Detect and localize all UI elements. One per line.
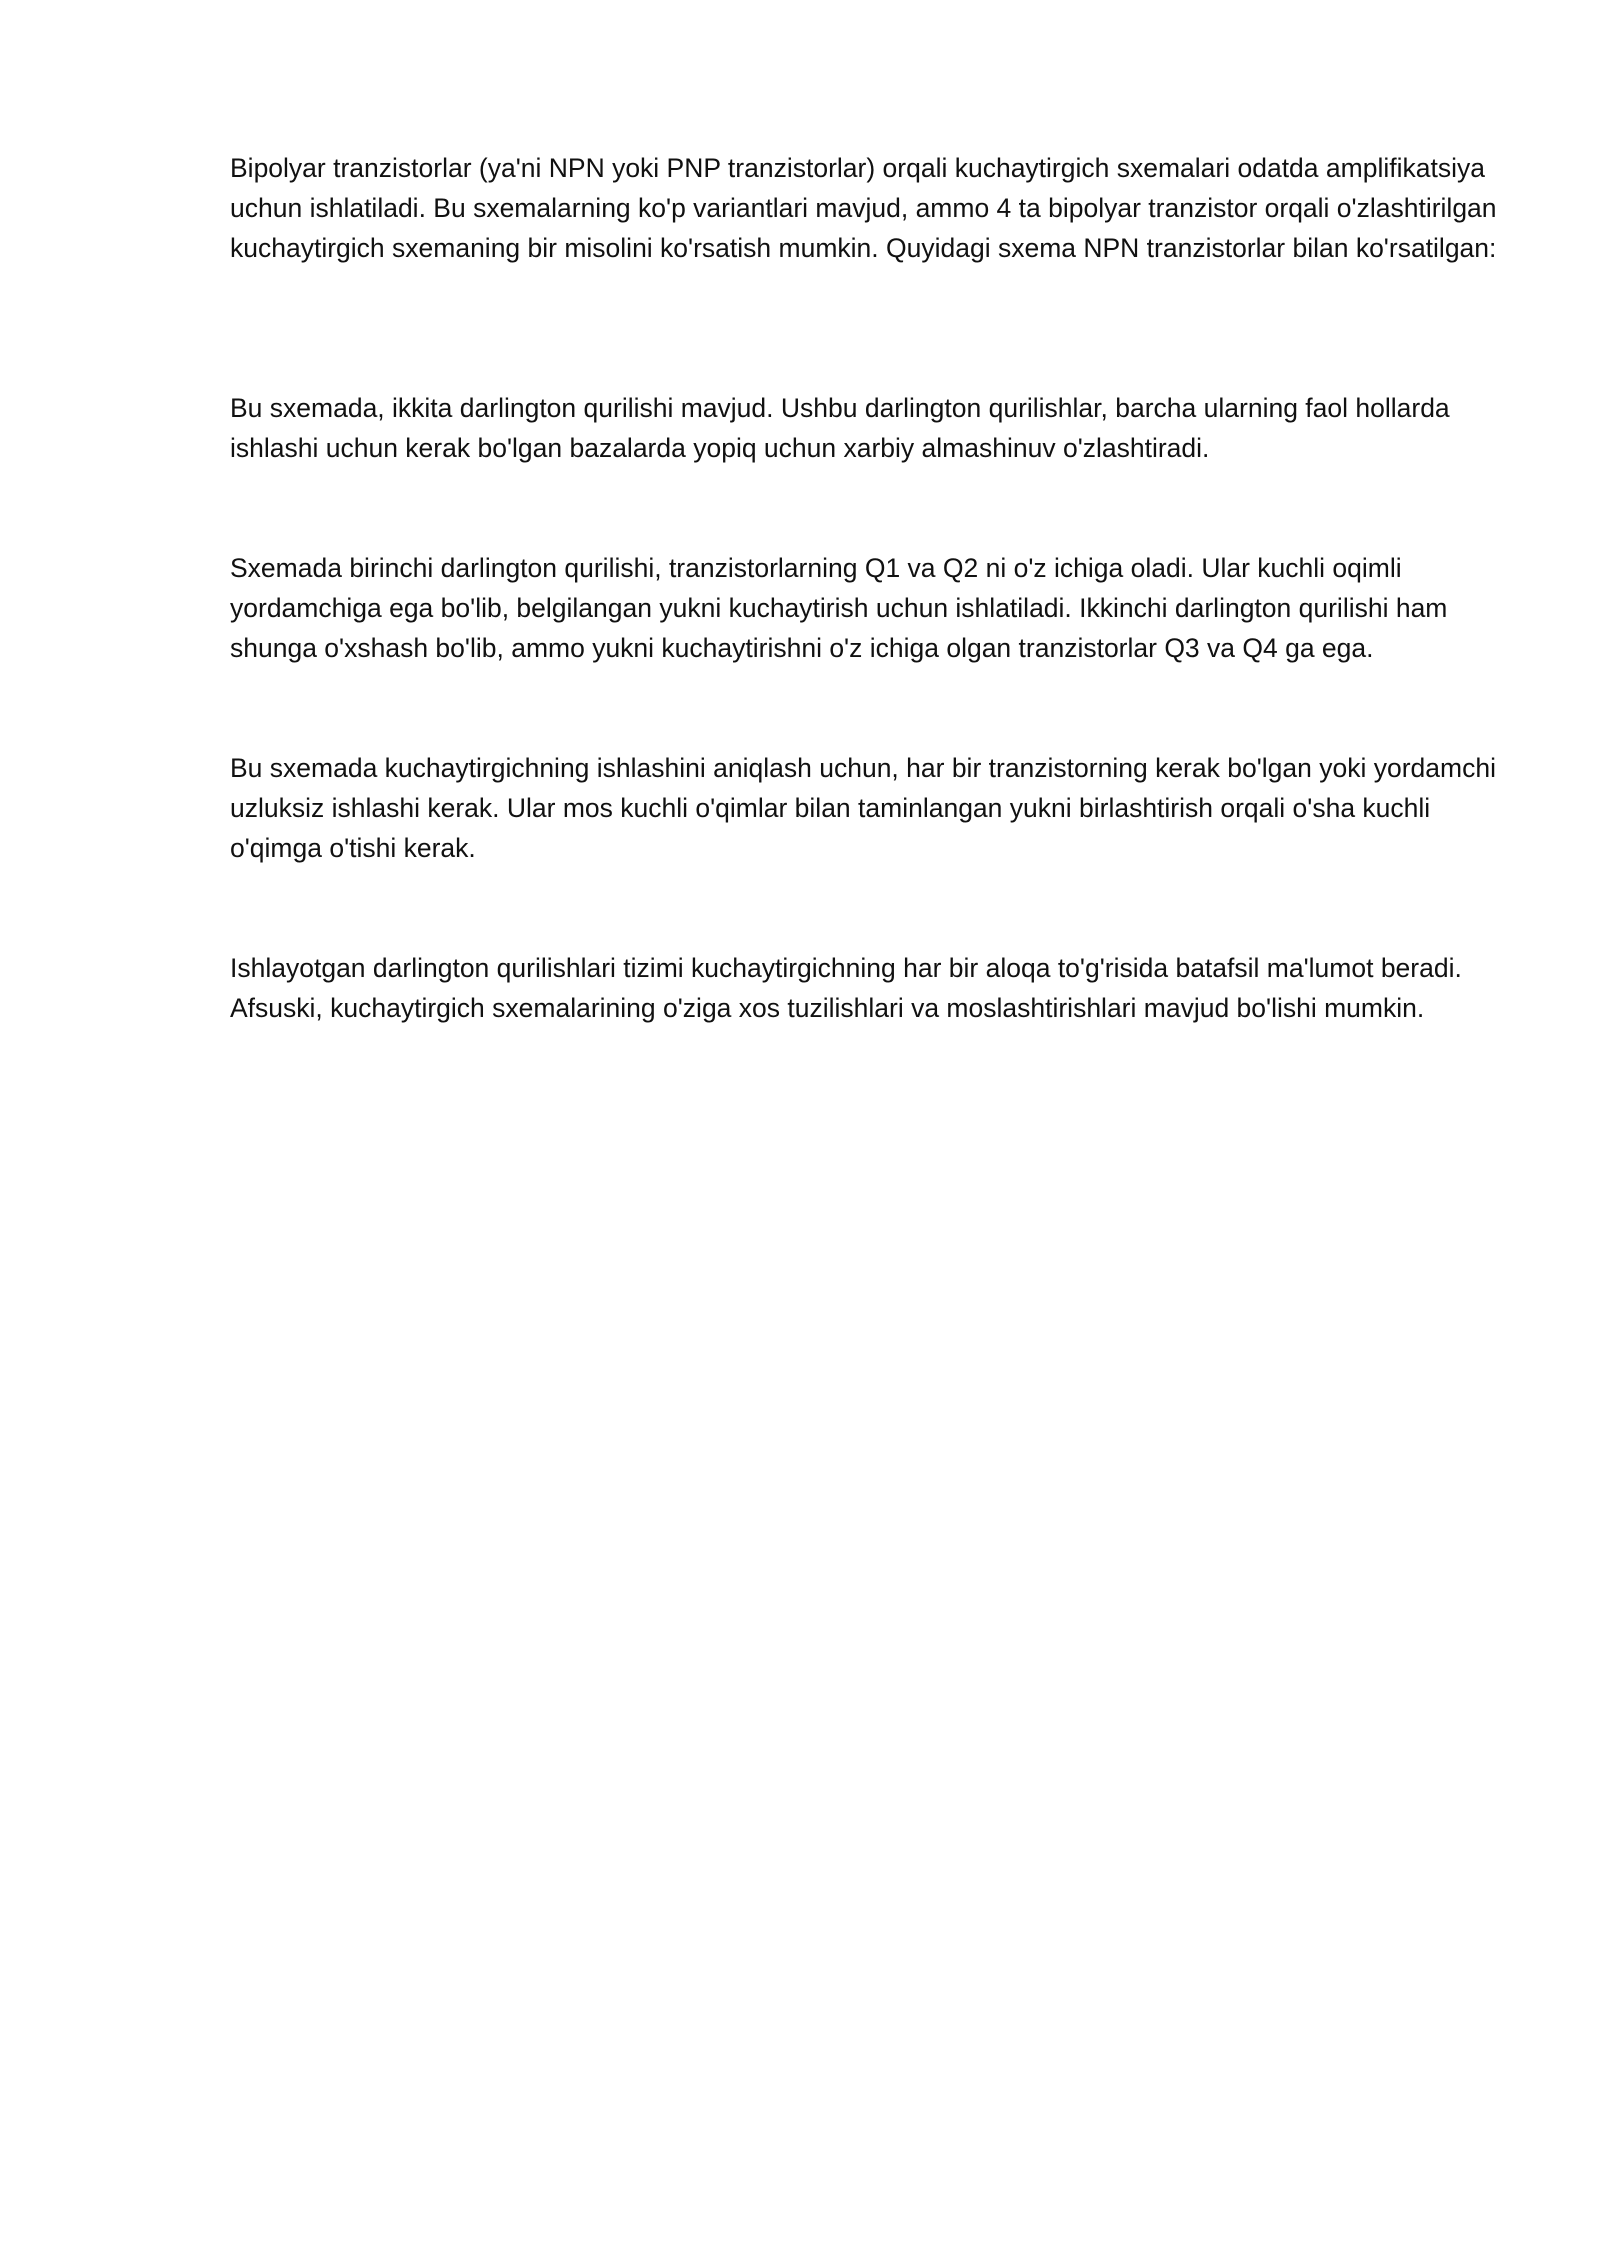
paragraph-spacer [230, 468, 1500, 548]
paragraph-darlington-overview: Bu sxemada, ikkita darlington qurilishi mavjud. Ushbu darlington qurilishlar, barcha ularning faol hollarda ishlashi uchun kerak bo'lgan bazalarda yopiq uchun xarbiy almashinuv o'zlashtiradi. [230, 393, 1450, 463]
paragraph-darlington-stages: Sxemada birinchi darlington qurilishi, tranzistorlarning Q1 va Q2 ni o'z ichiga oladi. Ular kuchli oqimli yordamchiga ega bo'lib, belgilangan yukni kuchaytirish uchun ishlatiladi. Ikkinchi darlington qurilishi ham shunga o'xshash bo'lib, ammo yukni kuchaytirishni o'z ichiga olgan tranzistorlar Q3 va Q4 ga ega. [230, 553, 1448, 663]
paragraph-spacer [230, 668, 1500, 748]
paragraph-intro: Bipolyar tranzistorlar (ya'ni NPN yoki PNP tranzistorlar) orqali kuchaytirgich sxemalari odatda amplifikatsiya uchun ishlatiladi. Bu sxemalarning ko'p variantlari mavjud, ammo 4 ta bipolyar tranzistor orqali o'zlashtirilgan kuchaytirgich sxemaning bir misolini ko'rsatish mumkin. Quyidagi sxema NPN tranzistorlar bilan ko'rsatilgan: [230, 153, 1497, 263]
document-body [230, 148, 1500, 1028]
paragraph-conclusion: Ishlayotgan darlington qurilishlari tizimi kuchaytirgichning har bir aloqa to'g'risida batafsil ma'lumot beradi. Afsuski, kuchaytirgich sxemalarining o'ziga xos tuzilishlari va moslashtirishlari mavjud bo'lishi mumkin. [230, 953, 1462, 1023]
paragraph-spacer [230, 868, 1500, 948]
paragraph-operation: Bu sxemada kuchaytirgichning ishlashini aniqlash uchun, har bir tranzistorning kerak bo'lgan yoki yordamchi uzluksiz ishlashi kerak. Ular mos kuchli o'qimlar bilan taminlangan yukni birlashtirish orqali o'sha kuchli o'qimga o'tishi kerak. [230, 753, 1496, 863]
figure-space [230, 268, 1500, 388]
